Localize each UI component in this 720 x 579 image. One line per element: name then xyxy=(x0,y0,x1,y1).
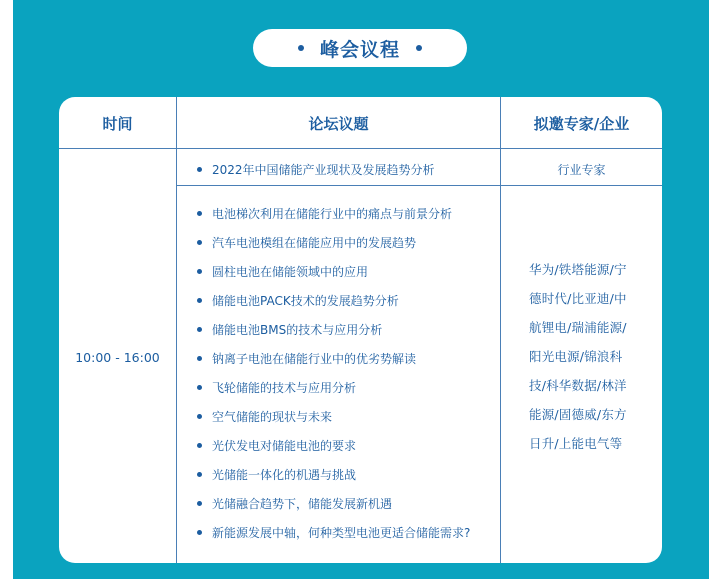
expert-line: 技/科华数据/林洋 xyxy=(529,378,627,393)
bullet-icon xyxy=(197,530,202,535)
expert-line: 德时代/比亚迪/中 xyxy=(529,291,627,306)
topic-text: 空气储能的现状与未来 xyxy=(212,409,333,424)
time-range: 10:00 - 16:00 xyxy=(75,349,160,365)
row1-expert: 行业专家 xyxy=(557,162,606,177)
topic-text: 钠离子电池在储能行业中的优劣势解读 xyxy=(212,351,417,366)
expert-line: 阳光电源/锦浪科 xyxy=(529,349,623,364)
topic-item xyxy=(197,406,332,426)
topic-text: 储能电池BMS的技术与应用分析 xyxy=(212,322,383,337)
topic-text: 光储能一体化的机遇与挑战 xyxy=(212,467,357,482)
bullet-icon xyxy=(197,472,202,477)
expert-line: 华为/铁塔能源/宁 xyxy=(529,262,627,277)
topic-item xyxy=(197,464,356,484)
topic-item xyxy=(197,435,356,455)
expert-line: 航锂电/瑞浦能源/ xyxy=(529,320,627,335)
topic-item xyxy=(197,203,452,223)
row-divider xyxy=(176,185,662,186)
bullet-icon xyxy=(197,501,202,506)
topic-item xyxy=(197,377,356,397)
bullet-icon xyxy=(197,385,202,390)
header-time: 时间 xyxy=(102,114,133,133)
topic-text: 光储融合趋势下，储能发展新机遇 xyxy=(212,496,393,511)
topic-text: 光伏发电对储能电池的要求 xyxy=(212,438,357,453)
title-left-dot xyxy=(298,45,304,51)
topic-text: 圆柱电池在储能领域中的应用 xyxy=(212,264,369,279)
topic-item xyxy=(197,348,416,368)
topic-item xyxy=(197,522,470,542)
expert-line: 能源/固德威/东方 xyxy=(529,407,627,422)
header-topic: 论坛议题 xyxy=(308,114,369,133)
topic-item xyxy=(197,493,392,513)
topic-item xyxy=(197,232,416,252)
topic-text: 电池梯次利用在储能行业中的痛点与前景分析 xyxy=(212,206,453,221)
expert-line: 日升/上能电气等 xyxy=(529,436,623,451)
bullet-icon xyxy=(197,240,202,245)
bullet-icon xyxy=(197,414,202,419)
topic-text: 汽车电池模组在储能应用中的发展趋势 xyxy=(212,235,417,250)
topic-item xyxy=(197,159,435,179)
topic-item xyxy=(197,319,382,339)
bullet-icon xyxy=(197,167,202,172)
topic-text: 储能电池PACK技术的发展趋势分析 xyxy=(212,293,399,308)
topic-text: 新能源发展中轴，何种类型电池更适合储能需求? xyxy=(212,525,471,540)
bullet-icon xyxy=(197,269,202,274)
title-right-dot xyxy=(416,45,422,51)
bullet-icon xyxy=(197,327,202,332)
topic-item xyxy=(197,261,368,281)
header-experts: 拟邀专家/企业 xyxy=(533,114,630,133)
topic-text: 2022年中国储能产业现状及发展趋势分析 xyxy=(212,162,435,177)
bullet-icon xyxy=(197,211,202,216)
agenda-table xyxy=(59,97,662,563)
bullet-icon xyxy=(197,356,202,361)
topic-item xyxy=(197,290,399,310)
page-title: 峰会议程 xyxy=(319,38,400,61)
title-pill xyxy=(253,29,467,67)
column-divider-1 xyxy=(176,97,177,563)
bullet-icon xyxy=(197,443,202,448)
topic-text: 飞轮储能的技术与应用分析 xyxy=(212,380,357,395)
bullet-icon xyxy=(197,298,202,303)
